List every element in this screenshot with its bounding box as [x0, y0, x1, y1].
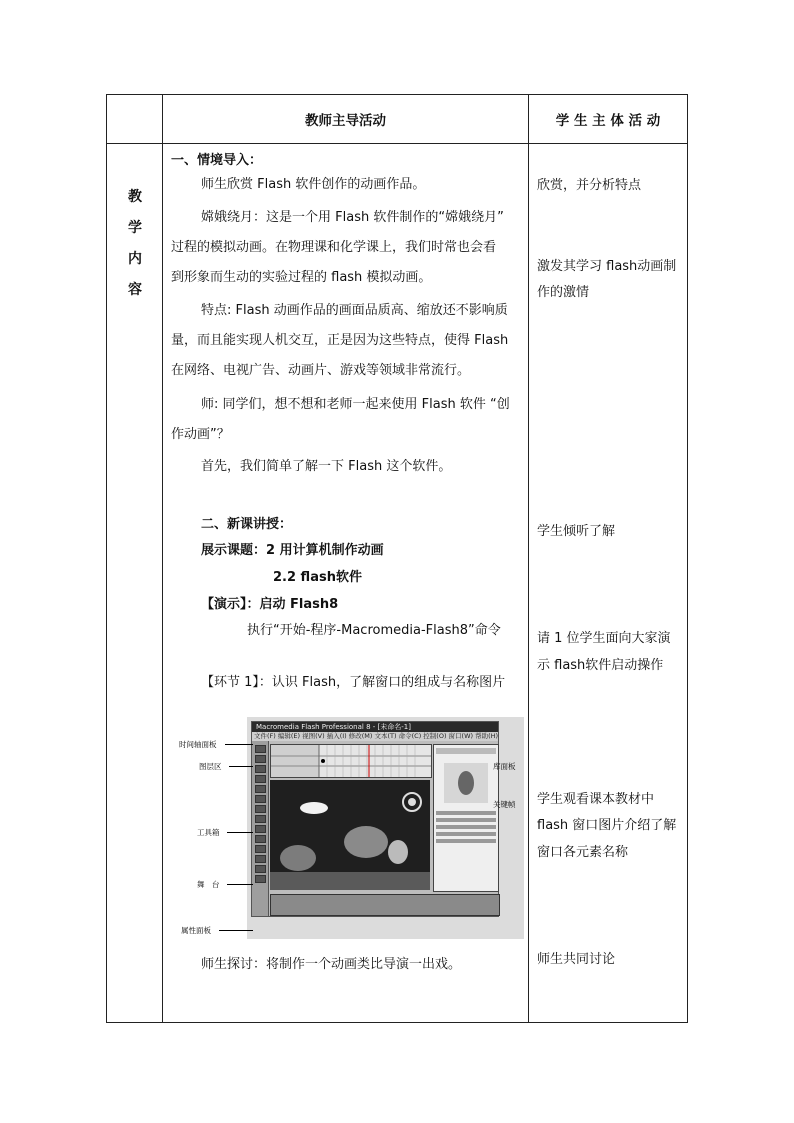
topic-line: 展示课题：2 用计算机制作动画 [201, 543, 384, 558]
flash-window [251, 721, 499, 917]
text-line: 到形象而生动的实验过程的 flash 模拟动画。 [171, 270, 432, 285]
callout-tools: 工具箱 [197, 828, 220, 837]
student-note: 请 1 位学生面向大家演 [537, 631, 671, 646]
student-note: 欣赏，并分析特点 [537, 178, 642, 193]
callout-layers: 图层区 [199, 762, 222, 771]
callout-props: 属性面板 [181, 926, 211, 935]
callout-timeline: 时间轴面板 [179, 740, 217, 749]
text-line: 量，而且能实现人机交互，正是因为这些特点，使得 Flash [171, 333, 509, 348]
stage-illustration [270, 780, 430, 890]
text-line: 师: 同学们，想不想和老师一起来使用 Flash 软件 “创 [201, 397, 510, 412]
section1-heading: 一、情境导入： [171, 153, 263, 168]
side-char: 教 [128, 189, 142, 205]
callout-stage: 舞 台 [197, 880, 220, 889]
demo-line: 【演示】：启动 Flash8 [201, 597, 339, 612]
callout-library: 库面板 [493, 762, 516, 771]
callout-keyframe: 关键帧 [493, 800, 516, 809]
header-student: 学 生 主 体 活 动 [555, 113, 661, 129]
exec-line: 执行“开始-程序-Macromedia-Flash8”命令 [247, 623, 501, 638]
student-note: 窗口各元素名称 [537, 845, 629, 860]
student-note: 作的激情 [537, 285, 590, 300]
side-label [107, 144, 163, 306]
lesson-table [106, 94, 688, 1023]
student-note: 示 flash软件启动操作 [537, 658, 664, 673]
header-teacher: 教师主导活动 [305, 113, 386, 129]
section2-heading: 二、新课讲授： [201, 517, 293, 532]
timeline-frames [271, 745, 431, 777]
flash-window-figure [179, 717, 524, 939]
header-divider [107, 143, 687, 144]
text-line: 作动画”？ [171, 427, 230, 442]
side-char: 容 [128, 282, 142, 298]
text-line: 师生欣赏 Flash 软件创作的动画作品。 [201, 177, 426, 192]
student-note: flash 窗口图片介绍了解 [537, 818, 677, 833]
student-note: 学生观看课本教材中 [537, 792, 655, 807]
link1-line: 【环节 1】：认识 Flash，了解窗口的组成与名称图片 [201, 675, 506, 690]
text-line: 过程的模拟动画。在物理课和化学课上，我们时常也会看 [171, 240, 497, 255]
subtopic-line: 2.2 flash软件 [273, 570, 362, 585]
text-line: 特点: Flash 动画作品的画面品质高、缩放还不影响质 [201, 303, 508, 318]
student-note: 学生倾听了解 [537, 524, 616, 539]
student-note: 师生共同讨论 [537, 952, 616, 967]
flash-screenshot [247, 717, 524, 939]
text-line: 首先，我们简单了解一下 Flash 这个软件。 [201, 459, 452, 474]
side-char: 内 [128, 251, 142, 267]
timeline-panel [270, 744, 432, 778]
text-line: 嫦娥绕月：这是一个用 Flash 软件制作的“嫦娥绕月” [201, 210, 504, 225]
column-divider [528, 95, 529, 1022]
library-panel [433, 744, 499, 892]
stage-area [270, 780, 430, 890]
student-note: 激发其学习 flash动画制 [537, 259, 677, 274]
window-title: Macromedia Flash Professional 8 - [未命名-1] [252, 722, 498, 732]
properties-panel [270, 894, 500, 916]
window-menu: 文件(F) 编辑(E) 视图(V) 插入(I) 修改(M) 文本(T) 命令(C) 控制(O) 窗口(W) 帮助(H) [254, 732, 499, 740]
library-items [434, 745, 498, 891]
discuss-line: 师生探讨：将制作一个动画类比导演一出戏。 [201, 957, 462, 972]
toolbox-panel [252, 741, 269, 916]
side-char: 学 [128, 220, 142, 236]
text-line: 在网络、电视广告、动画片、游戏等领域非常流行。 [171, 363, 471, 378]
